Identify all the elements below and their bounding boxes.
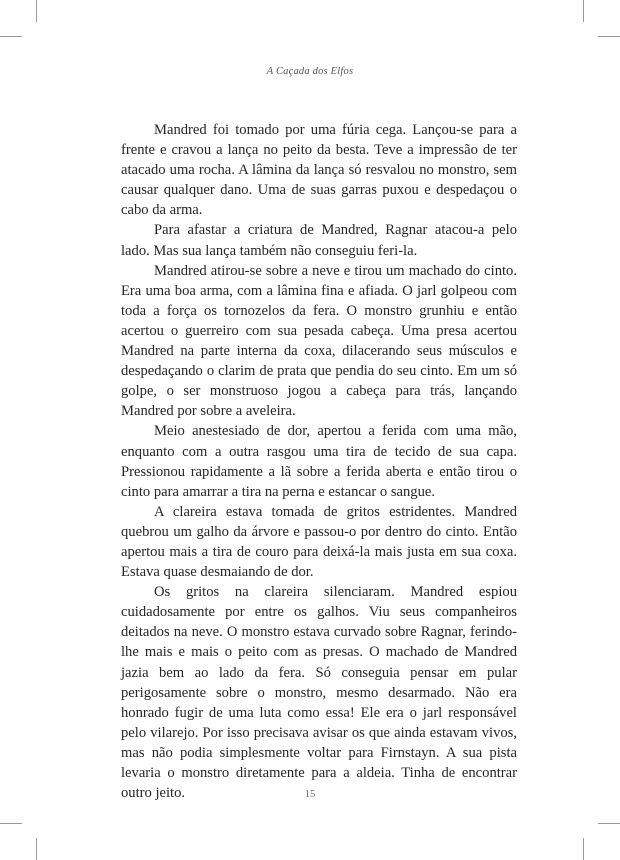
crop-mark-right-top [598,36,620,37]
body-text [121,120,517,803]
crop-mark-right-bottom [598,823,620,824]
paragraph-5: A clareira estava tomada de gritos estridentes. Mandred quebrou um galho da árvore e passou-o por dentro do cinto. Então apertou mais a tira de couro para deixá-la mais justa em sua coxa. Estava quase desmaiando de dor. [121,503,517,581]
crop-mark-top-right [583,0,584,22]
paragraph-3: Mandred atirou-se sobre a neve e tirou um machado do cinto. Era uma boa arma, com a lâmina fina e afiada. O jarl golpeou com toda a força os tornozelos da fera. O monstro grunhiu e então acertou o guerreiro com sua pesada cabeça. Uma presa acertou Mandred na parte interna da coxa, dilacerando seus músculos e despedaçando o clarim de prata que pendia do seu cinto. Em um só golpe, o ser monstruoso jogou a cabeça para trás, lançando Mandred por sobre a aveleira. [121,262,517,420]
crop-mark-top-left [36,0,37,22]
crop-mark-left-top [0,36,22,37]
crop-mark-left-bottom [0,823,22,824]
paragraph-4: Meio anestesiado de dor, apertou a ferida com uma mão, enquanto com a outra rasgou uma tira de tecido de sua capa. Pressionou rapidamente a lã sobre a ferida aberta e então tirou o cinto para amarrar a tira na perna e estancar o sangue. [121,423,517,500]
crop-mark-bottom-left [36,838,37,860]
crop-mark-bottom-right [583,838,584,860]
page-number: 15 [304,789,316,800]
paragraph-2: Para afastar a criatura de Mandred, Ragnar atacou-a pelo lado. Mas sua lança também não conseguiu feri-la. [121,222,517,259]
paragraph-1: Mandred foi tomado por uma fúria cega. Lançou-se para a frente e cravou a lança no peito da besta. Teve a impressão de ter atacado uma rocha. A lâmina da lança só resvalou no monstro, sem causar qualquer dano. Uma de suas garras puxou e despedaçou o cabo da arma. [121,122,517,219]
paragraph-6: Os gritos na clareira silenciaram. Mandred espiou cuidadosamente por entre os galhos. Viu seus companheiros deitados na neve. O monstro estava curvado sobre Ragnar, ferindo-lhe mais e mais o peito com as presas. O machado de Mandred jazia bem ao lado da fera. Só conseguia pensar em pular perigosamente sobre o monstro, mesmo desarmado. Não era honrado fugir de uma luta como essa! Ele era o jarl responsável pelo vilarejo. Por isso precisava avisar os que ainda estavam vivos, mas não podia simplesmente voltar para Firnstayn. A sua pista levaria o monstro diretamente para a aldeia. Tinha de encontrar outro jeito. [121,584,517,802]
running-head: A Caçada dos Elfos [266,66,354,77]
